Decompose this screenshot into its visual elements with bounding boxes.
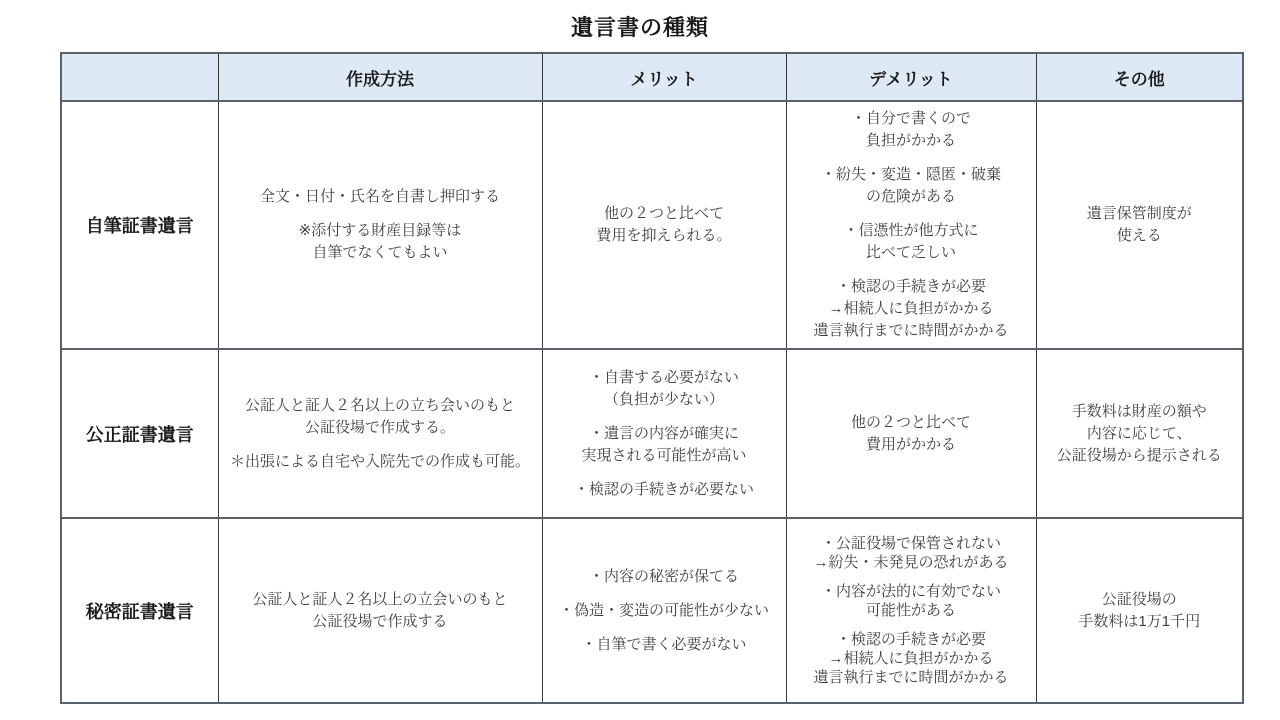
cell-other [1036,518,1243,703]
cell-line: 手数料は財産の額や [1071,402,1207,420]
cell-line: 公証人と証人２名以上の立ち会いのもと [244,396,515,414]
page-title: 遺言書の種類 [570,15,709,40]
cell-line-spacer [791,208,1032,220]
cell-line: →紛失・未発見の恐れがある [813,554,1009,571]
cell-line: 公証人と証人２名以上の立会いのもと [252,590,508,608]
cell-line: ＊出張による自宅や入院先での作成も可能。 [229,452,530,470]
cell-demerit [786,101,1036,349]
cell-line: 遺言保管制度が [1086,205,1192,222]
cell-line: 自筆でなくてもよい [312,244,448,261]
cell-line: ・遺言の内容が確実に [588,424,739,442]
cell-method [218,349,542,518]
cell-line: ・自書する必要がない [588,368,739,386]
header-other: その他 [1036,53,1243,101]
cell-line: ※添付する財産目録等は [298,222,462,239]
row-name-holograph-will: 自筆証書遺言 [61,101,218,349]
cell-line: 公証役場で作成する。 [304,418,455,436]
cell-line: 費用がかかる [865,435,956,453]
cell-line-spacer [791,264,1032,276]
cell-line: 費用を抑えられる。 [596,227,732,244]
cell-line: 実現される可能性が高い [581,446,747,464]
header-demerit: デメリット [786,53,1036,101]
table-row-notarized-will [61,349,1243,518]
will-types-table [60,52,1244,704]
cell-line: の危険がある [865,188,956,205]
cell-demerit [786,349,1036,518]
cell-merit [542,518,786,703]
cell-line: 他の２つと比べて [603,205,724,222]
row-name-notarized-will: 公正証書遺言 [61,349,218,518]
header-merit: メリット [542,53,786,101]
cell-method [218,101,542,349]
cell-line-spacer [791,620,1032,630]
cell-line: 可能性がある [865,602,956,619]
cell-method [218,518,542,703]
cell-line-spacer [791,572,1032,582]
cell-line: →相続人に負担がかかる [828,300,994,317]
cell-line: 公証役場から提示される [1056,446,1222,464]
cell-line: ・検認の手続きが必要 [835,278,986,295]
cell-line: 公証役場で作成する [312,612,448,630]
cell-line-spacer [791,152,1032,164]
cell-line: ・検認の手続きが必要 [835,631,986,648]
cell-line: 遺言執行までに時間がかかる [813,322,1009,339]
cell-line: ・内容の秘密が保てる [588,567,739,585]
header-row-label [61,53,218,101]
cell-line: （負担が少ない） [603,390,724,408]
table-row-holograph-will [61,101,1243,349]
cell-line: ・検認の手続きが必要ない [573,480,754,498]
cell-line: 公証役場の [1101,590,1177,608]
cell-line: ・偽造・変造の可能性が少ない [558,601,769,619]
table-header-row [61,53,1243,101]
cell-line: ・紛失・変造・隠匿・破棄 [820,166,1001,183]
cell-merit [542,349,786,518]
table-row-secret-will [61,518,1243,703]
cell-line: 比べて乏しい [865,244,956,261]
cell-line: ・公証役場で保管されない [820,535,1001,552]
cell-line: 他の２つと比べて [850,413,971,431]
cell-line-spacer [547,411,782,423]
cell-line: 使える [1116,227,1162,244]
header-method: 作成方法 [218,53,542,101]
cell-line: ・自分で書くので [850,110,971,127]
cell-line-spacer [223,439,538,451]
cell-line-spacer [547,622,782,634]
cell-line: →相続人に負担がかかる [828,650,994,667]
cell-line-spacer [547,588,782,600]
cell-line: 手数料は1万1千円 [1078,612,1201,630]
row-name-secret-will: 秘密証書遺言 [61,518,218,703]
cell-line-spacer [547,467,782,479]
cell-line: 負担がかかる [865,132,956,149]
cell-line: 内容に応じて、 [1086,424,1192,442]
cell-line: 遺言執行までに時間がかかる [813,669,1009,686]
cell-line: ・信憑性が他方式に [843,222,979,239]
cell-line: ・内容が法的に有効でない [820,583,1001,600]
cell-line: 全文・日付・氏名を自書し押印する [259,188,500,205]
cell-line-spacer [223,208,538,220]
cell-merit [542,101,786,349]
cell-other [1036,349,1243,518]
cell-other [1036,101,1243,349]
cell-line: ・自筆で書く必要がない [581,635,747,653]
cell-demerit [786,518,1036,703]
